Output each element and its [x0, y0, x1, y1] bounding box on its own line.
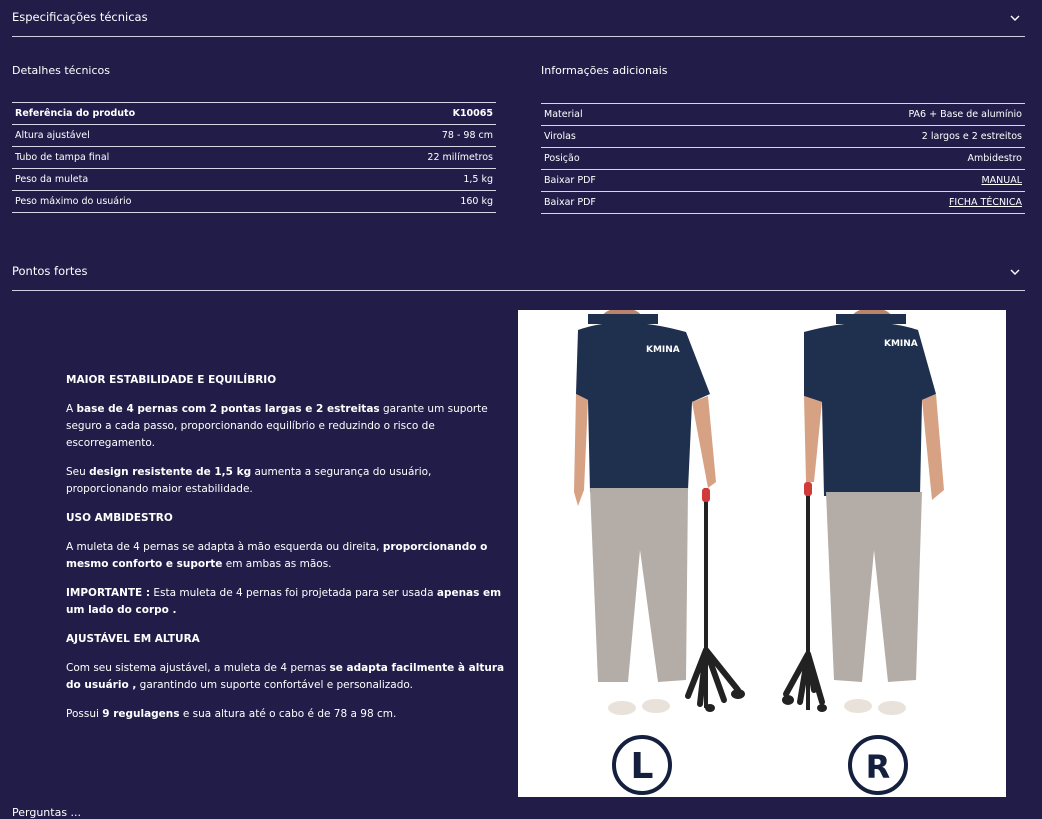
person-right-figure [804, 310, 944, 715]
row-value: 1,5 kg [321, 169, 496, 191]
next-section-title-partial: Perguntas ... [12, 806, 82, 819]
row-value: K10065 [321, 103, 496, 125]
shirt-logo-left: KMINA [646, 345, 680, 355]
accordion-header-strengths[interactable] [12, 254, 1025, 291]
paragraph: Seu design resistente de 1,5 kg aumenta a segurança do usuário, proporcionando maior estabilidade. [66, 466, 432, 495]
table-row [12, 147, 496, 169]
row-value: 22 milímetros [321, 147, 496, 169]
row-value: Ambidestro [699, 148, 1025, 170]
paragraph: Possui 9 regulagens e sua altura até o cabo é de 78 a 98 cm. [66, 708, 397, 720]
row-value: 2 largos e 2 estreitos [699, 126, 1025, 148]
person-left-figure [574, 310, 716, 715]
crutch-right [782, 482, 827, 712]
heading-ambidextrous: USO AMBIDESTRO [66, 512, 173, 524]
additional-info-title: Informações adicionais [541, 64, 668, 77]
product-photo [518, 310, 1006, 797]
row-label: Referência do produto [12, 103, 321, 125]
paragraph: Com seu sistema ajustável, a muleta de 4 pernas se adapta facilmente à altura do usuário , garantindo um suporte confortável e personalizado. [66, 662, 505, 691]
table-row [541, 126, 1025, 148]
table-row [12, 125, 496, 147]
row-value: PA6 + Base de alumínio [699, 104, 1025, 126]
heading-adjustable: AJUSTÁVEL EM ALTURA [66, 633, 200, 645]
heading-stability: MAIOR ESTABILIDADE E EQUILÍBRIO [66, 374, 277, 386]
row-label: Baixar PDF [541, 170, 699, 192]
table-row [541, 170, 1025, 192]
paragraph: A muleta de 4 pernas se adapta à mão esquerda ou direita, proporcionando o mesmo conforto e suporte em ambas as mãos. [66, 541, 488, 570]
row-label: Altura ajustável [12, 125, 321, 147]
table-row [541, 104, 1025, 126]
technical-details-table [12, 102, 496, 213]
row-label: Peso da muleta [12, 169, 321, 191]
row-label: Material [541, 104, 699, 126]
crutch-left [688, 488, 745, 712]
accordion-title: Pontos fortes [12, 264, 88, 278]
table-row [12, 103, 496, 125]
paragraph: A base de 4 pernas com 2 pontas largas e 2 estreitas garante um suporte seguro a cada passo, proporcionando equilíbrio e reduzindo o risco de escorregamento. [66, 403, 488, 449]
paragraph: IMPORTANTE : Esta muleta de 4 pernas foi projetada para ser usada apenas em um lado do corpo . [66, 587, 502, 616]
accordion-title: Especificações técnicas [12, 10, 148, 24]
row-label: Baixar PDF [541, 192, 699, 214]
product-photo-illustration [518, 310, 1006, 797]
table-row [541, 192, 1025, 214]
row-value: 160 kg [321, 191, 496, 213]
table-row [541, 148, 1025, 170]
chevron-down-icon[interactable] [1009, 266, 1021, 278]
additional-info-table [541, 103, 1025, 214]
manual-pdf-link[interactable]: MANUAL [981, 175, 1022, 186]
table-row [12, 191, 496, 213]
row-label: Posição [541, 148, 699, 170]
product-description [66, 372, 506, 735]
table-row [12, 169, 496, 191]
technical-details-title: Detalhes técnicos [12, 64, 110, 77]
accordion-header-specs[interactable] [12, 0, 1025, 37]
datasheet-pdf-link[interactable]: FICHA TÉCNICA [948, 197, 1022, 208]
right-badge-label: R [865, 748, 891, 786]
row-label: Peso máximo do usuário [12, 191, 321, 213]
chevron-down-icon[interactable] [1009, 12, 1021, 24]
row-value: 78 - 98 cm [321, 125, 496, 147]
left-badge-label: L [630, 746, 654, 787]
shirt-logo-right: KMINA [884, 339, 918, 349]
row-label: Tubo de tampa final [12, 147, 321, 169]
row-label: Virolas [541, 126, 699, 148]
